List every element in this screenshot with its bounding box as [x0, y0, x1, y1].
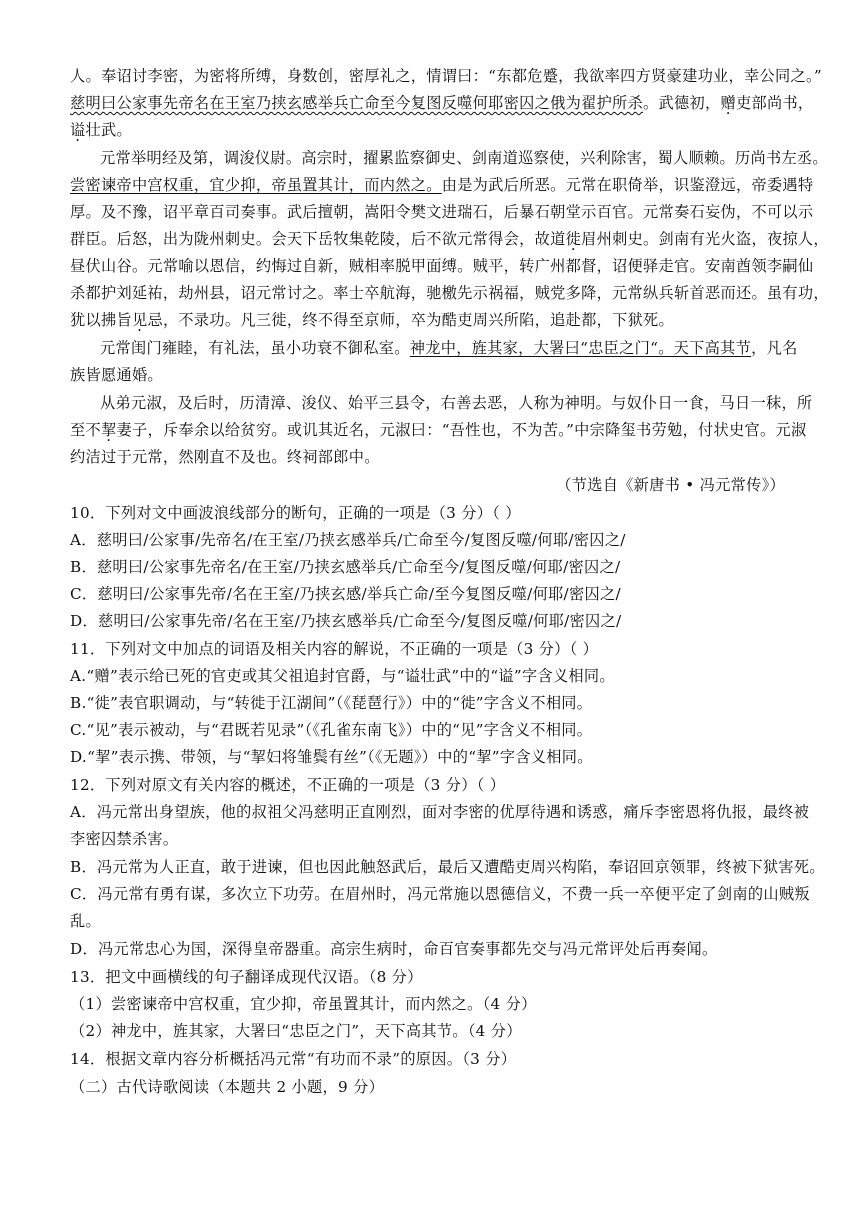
question-10: 10．下列对文中画波浪线部分的断句，正确的一项是（3 分）（ ）: [70, 504, 521, 522]
text-span: 忌，不录功。凡三徙，终不得至京师，卒为酷吏周兴所陷，追赴都，下狱死。: [147, 311, 675, 329]
passage-line: [100, 336, 798, 360]
dotted-word: 挈: [100, 421, 117, 439]
question-11: 11．下列对文中加点的词语及相关内容的解说，不正确的一项是（3 分）（ ）: [70, 640, 599, 658]
passage-line: 杀都护刘延祐，劫州县，诏元常讨之。率士卒航海，驰檄先示祸福，贼党多降，元常纵兵斩首恶而还。虽有功，: [70, 284, 829, 302]
text-span: 由是为武后所恶。元常在职倚举，识鉴澄远，帝委遇特: [441, 176, 814, 194]
option-11a: A.“赠”表示给已死的官吏或其父祖追封官爵，与“谥壮武”中的“谥”字含义相同。: [70, 667, 615, 685]
underlined-sentence: 尝密谏帝中宫权重，宜少抑，帝虽置其计，而内然之。: [70, 176, 442, 194]
text-span: 犹以拂旨: [70, 311, 132, 329]
text-span: 眉州刺史。剑南有光火盗，夜掠人，: [581, 230, 829, 248]
option-11c: C.“见”表示被动，与“君既若见录”（《孔雀东南飞》）中的“见”字含义不相同。: [70, 721, 593, 739]
dotted-word: 谥: [70, 121, 86, 139]
option-11b: B.“徙”表官职调动，与“转徙于江湖间”（《琵琶行》）中的“徙”字含义不相同。: [70, 694, 593, 712]
option-12a-cont: 李密囚禁杀害。: [70, 830, 179, 848]
dotted-word: 徙: [565, 230, 582, 248]
section-heading: （二）古代诗歌阅读（本题共 2 小题，9 分）: [70, 1078, 385, 1096]
option-12c-cont: 乱。: [70, 912, 101, 930]
text-span: 壮武。: [85, 121, 132, 139]
passage-source: （节选自《新唐书 • 冯元常传》）: [556, 476, 785, 494]
passage-line: 人。奉诏讨李密，为密将所缚，身数创，密厚礼之，情谓曰：“东都危蹙，我欲率四方贤豪建功业，幸公同之。”: [70, 67, 822, 85]
passage-line: 从弟元淑，及后时，历清漳、浚仪、始平三县令，右善去恶，人称为神明。与奴仆日一食，马日一秣，所: [100, 394, 813, 412]
text-span: 妻子，斥奉余以给贫穷。或讥其近名，元淑曰：“吾性也，不为苦。”中宗降玺书劳勉，付状史官。元淑: [116, 421, 807, 439]
passage-line: 元常举明经及第，调浚仪尉。高宗时，擢累监察御史、剑南道巡察使，兴利除害，蜀人顺赖。历尚书左丞。: [100, 149, 828, 167]
passage-line: 昼伏山谷。元常喻以恩信，约悔过自新，贼相率脱甲面缚。贼平，转广州都督，诏便驿走官。安南酋领李嗣仙: [70, 257, 814, 275]
passage-line: 族皆愿通婚。: [70, 366, 163, 384]
option-12b: B．冯元常为人正直，敢于进谏，但也因此触怒武后，最后又遭酷吏周兴构陷，奉诏回京领罪，终被下狱害死。: [70, 858, 825, 876]
passage-line: 约洁过于元常，然刚直不及也。终祠部郎中。: [70, 448, 380, 466]
passage-line: [70, 118, 791, 142]
option-10d: D．慈明曰/公家事先帝/名在王室/乃挟玄感举兵/亡命至今/复图反噬/何耶/密囚之/: [70, 612, 622, 630]
option-11d: D.“挈”表示携、带领，与“挈妇将雏鬓有丝”（《无题》）中的“挈”字含义相同。: [70, 748, 593, 766]
option-10a: A．慈明曰/公家事/先帝名/在王室/乃挟玄感举兵/亡命至今/复图反噬/何耶/密囚之/: [70, 531, 626, 549]
option-12a: A．冯元常出身望族，他的叔祖父冯慈明正直刚烈，面对李密的优厚待遇和诱惑，痛斥李密恩将仇报，最终被: [70, 803, 810, 821]
dotted-word: 见: [131, 311, 148, 329]
question-13: 13．把文中画横线的句子翻译成现代汉语。（8 分）: [70, 968, 423, 986]
option-10c: C．慈明曰/公家事先帝/名在王室/乃挟玄感/举兵亡命/至今复图反噬/何耶/密囚之/: [70, 585, 621, 603]
text-span: ，凡名: [751, 339, 798, 357]
passage-line: [70, 91, 814, 115]
passage-line: [70, 308, 791, 332]
text-span: 群臣。后怒，出为陇州刺史。会天下岳牧集乾陵，后不欲元常得会，故道: [70, 230, 566, 248]
wavy-underlined-sentence: 慈明曰公家事先帝名在王室乃挟玄感举兵亡命至今复图反噬何耶密囚之俄为翟护所杀: [70, 94, 644, 112]
question-12: 12．下列对原文有关内容的概述，不正确的一项是（3 分）（ ）: [70, 776, 506, 794]
question-13-2: （2）神龙中，旌其家，大署曰“忠臣之门”，天下高其节。（4 分）: [70, 1022, 522, 1040]
passage-line: 厚。及不豫，诏平章百司奏事。武后擅朝，嵩阳令樊文进瑞石，后暴石朝堂示百官。元常奏石妄伪，不可以示: [70, 203, 814, 221]
option-10b: B．慈明曰/公家事先帝名/在王室/乃挟玄感举兵/亡命至今/复图反噬/何耶/密囚之/: [70, 558, 621, 576]
option-12c: C．冯元常有勇有谋，多次立下功劳。在眉州时，冯元常施以恩德信义，不费一兵一卒便平定了剑南的山贼叛: [70, 885, 810, 903]
dotted-word: 赠: [720, 94, 736, 112]
option-12d: D．冯元常忠心为国，深得皇帝器重。高宗生病时，命百官奏事都先交与冯元常评处后再奏闻。: [70, 940, 718, 958]
passage-line: [70, 173, 814, 197]
passage-line: [70, 227, 829, 251]
question-14: 14．根据文章内容分析概括冯元常“有功而不录”的原因。（3 分）: [70, 1050, 517, 1068]
text-span: 吏部尚书，: [735, 94, 814, 112]
underlined-sentence: 神龙中，旌其家，大署曰“忠臣之门“。天下高其节: [409, 339, 752, 357]
text-span: 元常闺门雍睦，有礼法，虽小功衰不御私室。: [100, 339, 410, 357]
text-span: 。武德初，: [643, 94, 721, 112]
question-13-1: （1）尝密谏帝中宫权重，宜少抑，帝虽置其计，而内然之。（4 分）: [70, 995, 537, 1013]
passage-line: [70, 418, 807, 442]
text-span: 至不: [70, 421, 101, 439]
